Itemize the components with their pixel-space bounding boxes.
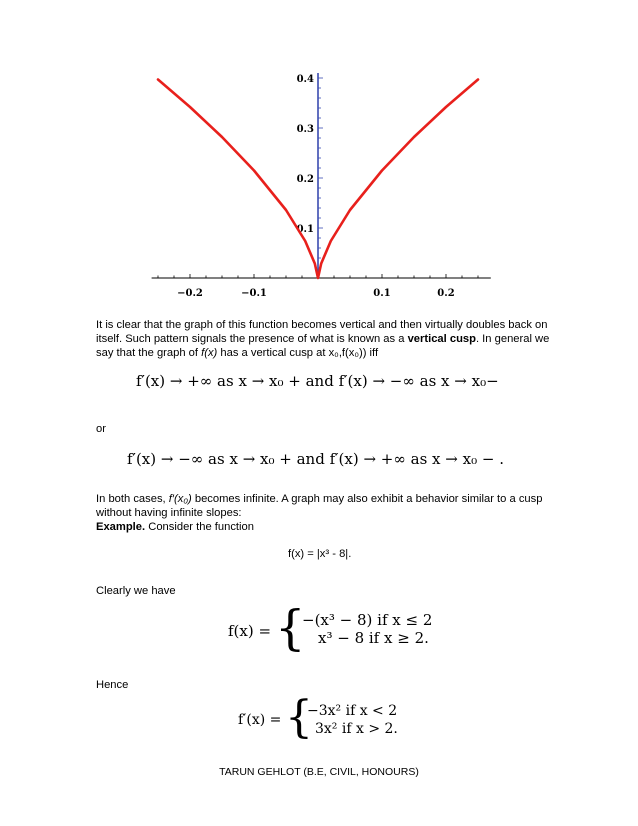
x-tick-label: 0.1 — [373, 288, 391, 299]
p2-text-a: In both cases, — [96, 493, 169, 505]
piecewise-f-case-1: −(x³ − 8) if x ≤ 2 — [302, 611, 433, 629]
clearly-text: Clearly we have — [96, 585, 176, 597]
vertical-cusp-term: vertical cusp — [407, 333, 476, 345]
y-tick-label: 0.4 — [296, 74, 314, 85]
left-brace-icon: { — [285, 692, 313, 743]
p1-fx: f(x) — [201, 347, 218, 359]
p1-text-c: has a vertical cusp at — [217, 347, 329, 359]
p2-text-b: becomes infinite. A graph may also exhibit a behavior similar to a cusp without having infinite slopes: — [96, 493, 543, 519]
p1-text-a: It is clear that the graph of this function becomes vertical and then virtually doubles back on itself. Such pattern signals the presence of what is known as a — [96, 319, 548, 345]
y-tick-label: 0.3 — [296, 124, 314, 135]
paragraph-both-cases — [96, 492, 556, 534]
p1-text-b: . In general we say that the graph of — [96, 333, 550, 359]
x-tick-label: 0.2 — [437, 288, 455, 299]
function-definition: f(x) = |x³ - 8|. — [288, 548, 352, 560]
p2-fprime: f′(x₀) — [168, 493, 192, 505]
x-tick-label: −0.2 — [177, 288, 203, 299]
equation-2: f′(x) → −∞ as x → x₀ + and f′(x) → +∞ as x → x₀ − . — [127, 450, 504, 468]
piecewise-fprime-case-1: −3x² if x < 2 — [307, 703, 398, 719]
piecewise-fprime-case-2: 3x² if x > 2. — [315, 721, 398, 737]
cusp-plot — [0, 0, 638, 310]
p1-point: x₀,f(x₀)) — [328, 347, 367, 359]
piecewise-fprime-lhs: f′(x) = — [238, 712, 282, 728]
piecewise-f-lhs: f(x) = — [228, 622, 272, 640]
footer-author: TARUN GEHLOT (B.E, CIVIL, HONOURS) — [219, 766, 419, 778]
equation-1: f′(x) → +∞ as x → x₀ + and f′(x) → −∞ as x → x₀− — [136, 372, 499, 390]
left-brace-icon: { — [275, 600, 306, 656]
y-tick-label: 0.1 — [296, 224, 314, 235]
or-text: or — [96, 423, 106, 435]
piecewise-f-case-2: x³ − 8 if x ≥ 2. — [318, 629, 429, 647]
hence-text: Hence — [96, 679, 129, 691]
plot-axes — [152, 73, 491, 278]
example-text: Consider the function — [145, 521, 254, 533]
p1-text-d: iff — [366, 347, 379, 359]
y-tick-label: 0.2 — [296, 174, 314, 185]
example-label: Example. — [96, 521, 146, 533]
x-tick-label: −0.1 — [241, 288, 267, 299]
paragraph-vertical-cusp — [96, 318, 556, 360]
